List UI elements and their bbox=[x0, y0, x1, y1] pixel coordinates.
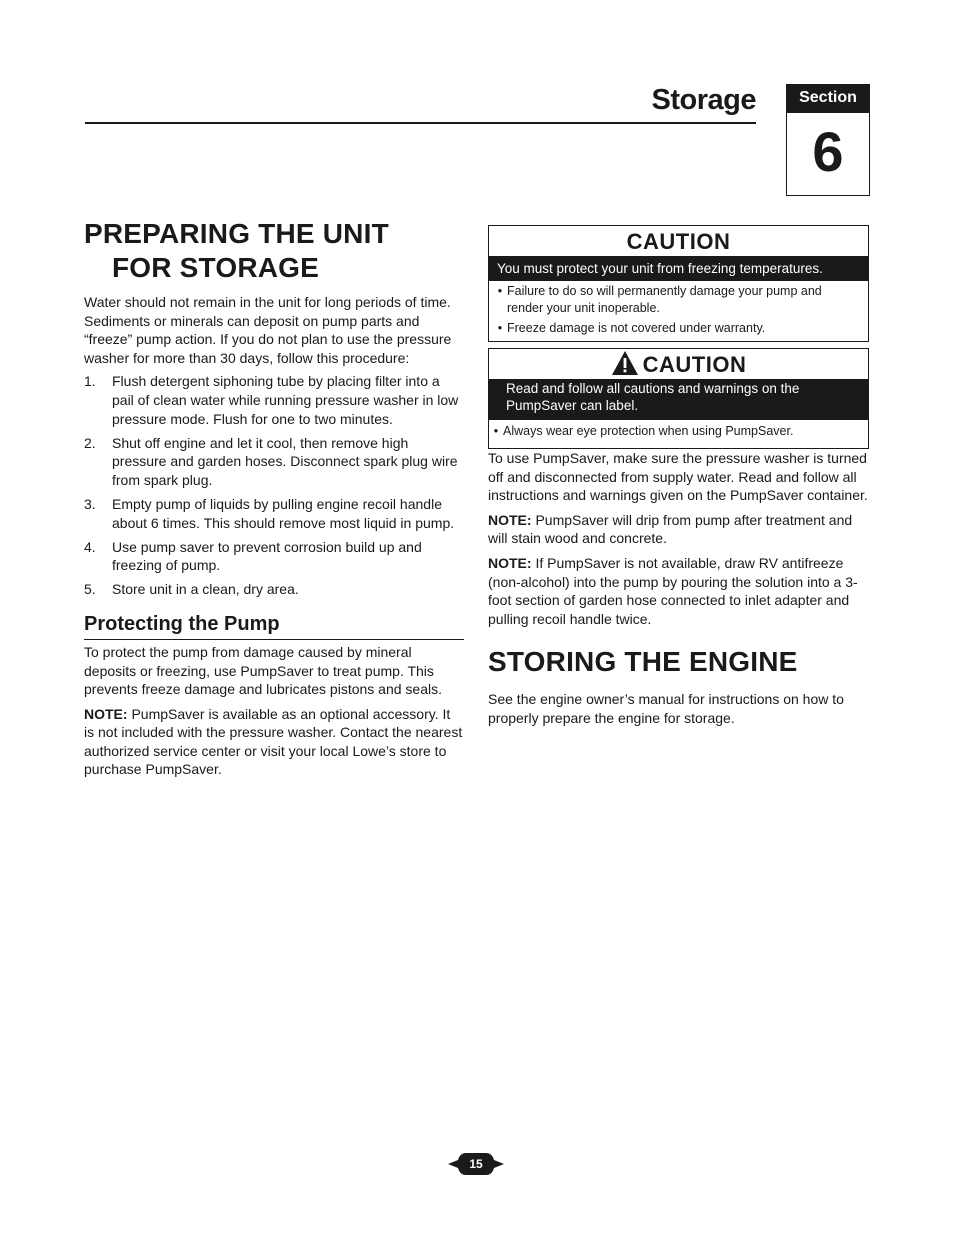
intro-paragraph: Water should not remain in the unit for long periods of time. Sediments or minerals can deposit on pump parts and “freeze” pump action. If you do not plan to use the pressure washer for more than 30 days, follow this procedure: bbox=[84, 294, 452, 366]
caution-title: CAUTION bbox=[642, 352, 747, 377]
caution-header bbox=[489, 349, 868, 379]
caution-bar: Read and follow all cautions and warnings on the PumpSaver can label. bbox=[489, 379, 868, 420]
caution-bullets bbox=[489, 420, 868, 440]
heading-preparing-unit bbox=[84, 217, 464, 285]
pumpsaver-instructions: To use PumpSaver, make sure the pressure washer is turned off and disconnected from supply water. Read and follow all instructions and warnings given on the PumpSaver container. bbox=[488, 450, 868, 504]
note-text: If PumpSaver is not available, draw RV antifreeze (non-alcohol) into the pump by pouring the solution into a 3-foot section of garden hose connected to inlet adapter and pulling recoil handle twice. bbox=[488, 554, 858, 627]
caution-bar: You must protect your unit from freezing temperatures. bbox=[489, 256, 868, 281]
note-label: NOTE: bbox=[84, 705, 128, 722]
note-text: PumpSaver will drip from pump after treatment and will stain wood and concrete. bbox=[488, 511, 853, 547]
caution-box-pumpsaver bbox=[488, 348, 869, 449]
note-label: NOTE: bbox=[488, 511, 532, 528]
warning-icon bbox=[611, 350, 639, 376]
right-column bbox=[488, 449, 870, 728]
list-item: 3. Empty pump of liquids by pulling engine recoil handle about 6 times. This should remove most liquid in pump. bbox=[84, 495, 455, 531]
caution-title: CAUTION bbox=[626, 229, 731, 254]
subheading-protecting-pump: Protecting the Pump bbox=[84, 612, 280, 635]
list-item: 2. Shut off engine and let it cool, then remove high pressure and garden hoses. Disconnect spark plug wire from spark plug. bbox=[84, 434, 458, 488]
note-paragraph bbox=[84, 705, 464, 779]
page-number: 15 bbox=[469, 1157, 483, 1171]
list-item: 4. Use pump saver to prevent corrosion build up and freezing of pump. bbox=[84, 538, 422, 574]
page-number-badge bbox=[446, 1151, 506, 1177]
list-item: • Always wear eye protection when using PumpSaver. bbox=[493, 424, 794, 438]
pump-paragraph: To protect the pump from damage caused by mineral deposits or freezing, use PumpSaver to treat pump. This prevents freeze damage and lubricates pistons and seals. bbox=[84, 643, 442, 698]
caution-bullets bbox=[489, 281, 868, 337]
heading-line-1: PREPARING THE UNIT bbox=[84, 218, 389, 249]
engine-paragraph: See the engine owner’s manual for instructions on how to properly prepare the engine for storage. bbox=[488, 691, 844, 726]
subheading-rule bbox=[84, 639, 464, 640]
caution-box-freezing bbox=[488, 225, 869, 342]
heading-line-2: FOR STORAGE bbox=[112, 252, 320, 283]
left-column bbox=[84, 217, 464, 779]
note-paragraph bbox=[488, 511, 870, 548]
header-rule bbox=[85, 122, 756, 124]
list-item: • Freeze damage is not covered under warranty. bbox=[497, 321, 766, 335]
section-badge bbox=[786, 84, 870, 196]
section-number: 6 bbox=[812, 120, 844, 183]
section-label: Section bbox=[787, 85, 869, 113]
note-paragraph bbox=[488, 554, 870, 628]
heading-storing-engine: STORING THE ENGINE bbox=[488, 646, 798, 678]
note-text: PumpSaver is available as an optional accessory. It is not included with the pressure washer. Contact the nearest authorized service center or visit your local Lowe’s store to purchase PumpSaver. bbox=[84, 705, 463, 778]
procedure-list bbox=[84, 372, 464, 599]
page-title: Storage bbox=[651, 84, 756, 116]
list-item: 5. Store unit in a clean, dry area. bbox=[84, 581, 299, 598]
list-item: • Failure to do so will permanently damage your pump and render your unit inoperable. bbox=[497, 284, 822, 315]
list-item: 1. Flush detergent siphoning tube by placing filter into a pail of clean water while running pressure washer in low pressure mode. Flush for one to two minutes. bbox=[84, 373, 459, 427]
note-label: NOTE: bbox=[488, 554, 532, 571]
